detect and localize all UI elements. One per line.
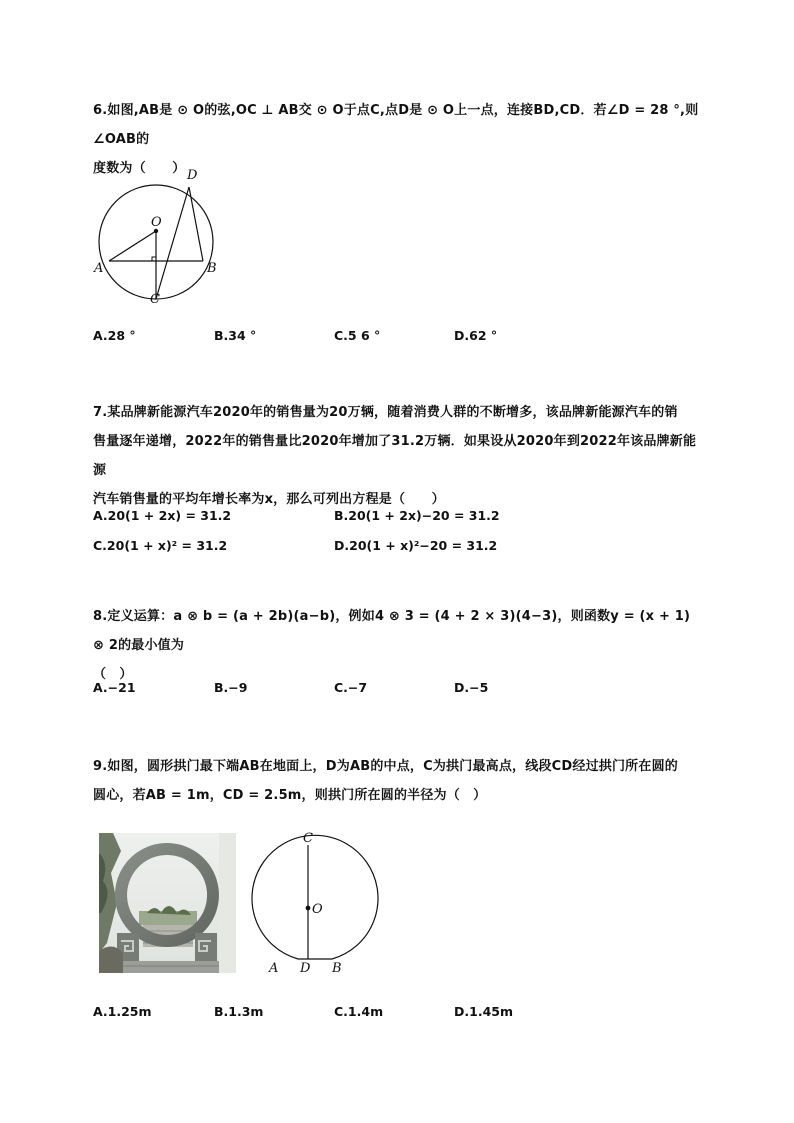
question-9-line-1: 9.如图，圆形拱门最下端AB在地面上，D为AB的中点，C为拱门最高点，线段CD经过拱门所在圆的 xyxy=(93,759,678,774)
q7-option-d[interactable]: D.20(1 + x)²−20 = 31.2 xyxy=(334,538,498,553)
q6-option-c[interactable]: C.5 6 ° xyxy=(334,328,381,343)
question-9-text xyxy=(93,752,703,810)
question-7-line-1: 7.某品牌新能源汽车2020年的销售量为20万辆，随着消费人群的不断增多，该品牌新能源汽车的销 xyxy=(93,405,678,420)
q6-option-d[interactable]: D.62 ° xyxy=(454,328,498,343)
q9-option-a[interactable]: A.1.25m xyxy=(93,1004,152,1019)
figure-6-label-o: O xyxy=(151,215,162,230)
question-6-circle-figure xyxy=(88,165,228,310)
figure-9-label-b: B xyxy=(332,961,342,976)
figure-6-label-c: C xyxy=(150,292,160,307)
q8-option-d[interactable]: D.−5 xyxy=(454,680,489,695)
q7-option-b[interactable]: B.20(1 + 2x)−20 = 31.2 xyxy=(334,508,500,523)
figure-6-label-d: D xyxy=(187,168,198,183)
q8-option-b[interactable]: B.−9 xyxy=(214,680,248,695)
q9-option-b[interactable]: B.1.3m xyxy=(214,1004,264,1019)
figure-6-label-a: A xyxy=(94,261,104,276)
q7-option-c[interactable]: C.20(1 + x)² = 31.2 xyxy=(93,538,228,553)
question-6-line-2: 度数为（ ） xyxy=(93,161,186,176)
figure-9-label-o: O xyxy=(312,902,323,917)
question-8-text xyxy=(93,602,703,689)
q8-option-c[interactable]: C.−7 xyxy=(334,680,368,695)
question-9-line-2: 圆心，若AB = 1m，CD = 2.5m，则拱门所在圆的半径为（ ） xyxy=(93,788,487,803)
q6-option-a[interactable]: A.28 ° xyxy=(93,328,136,343)
q7-option-a[interactable]: A.20(1 + 2x) = 31.2 xyxy=(93,508,232,523)
figure-9-label-d: D xyxy=(300,961,311,976)
question-8-line-1: 8.定义运算：a ⊗ b = (a + 2b)(a−b)，例如4 ⊗ 3 = (4 + 2 × 3)(4−3)，则函数y = (x + 1) ⊗ 2的最小值为 xyxy=(93,609,691,653)
question-9-arch-figure xyxy=(240,830,390,978)
q9-option-c[interactable]: C.1.4m xyxy=(334,1004,384,1019)
question-7-line-2: 售量逐年递增，2022年的销售量比2020年增加了31.2万辆．如果设从2020年到2022年该品牌新能源 xyxy=(93,434,697,478)
figure-9-label-a: A xyxy=(269,961,279,976)
question-8-line-2: （ ） xyxy=(93,667,133,682)
q9-option-d[interactable]: D.1.45m xyxy=(454,1004,513,1019)
q8-option-a[interactable]: A.−21 xyxy=(93,680,136,695)
question-6-line-1: 6.如图,AB是 ⊙ O的弦,OC ⊥ AB交 ⊙ O于点C,点D是 ⊙ O上一点，连接BD,CD．若∠D = 28 °,则∠OAB的 xyxy=(93,103,699,147)
question-7-text xyxy=(93,398,703,514)
figure-9-label-c: C xyxy=(303,831,313,846)
moon-gate-photo xyxy=(99,833,236,973)
q6-option-b[interactable]: B.34 ° xyxy=(214,328,257,343)
question-7-line-3: 汽车销售量的平均年增长率为x，那么可列出方程是（ ） xyxy=(93,492,445,507)
figure-6-label-b: B xyxy=(207,261,217,276)
